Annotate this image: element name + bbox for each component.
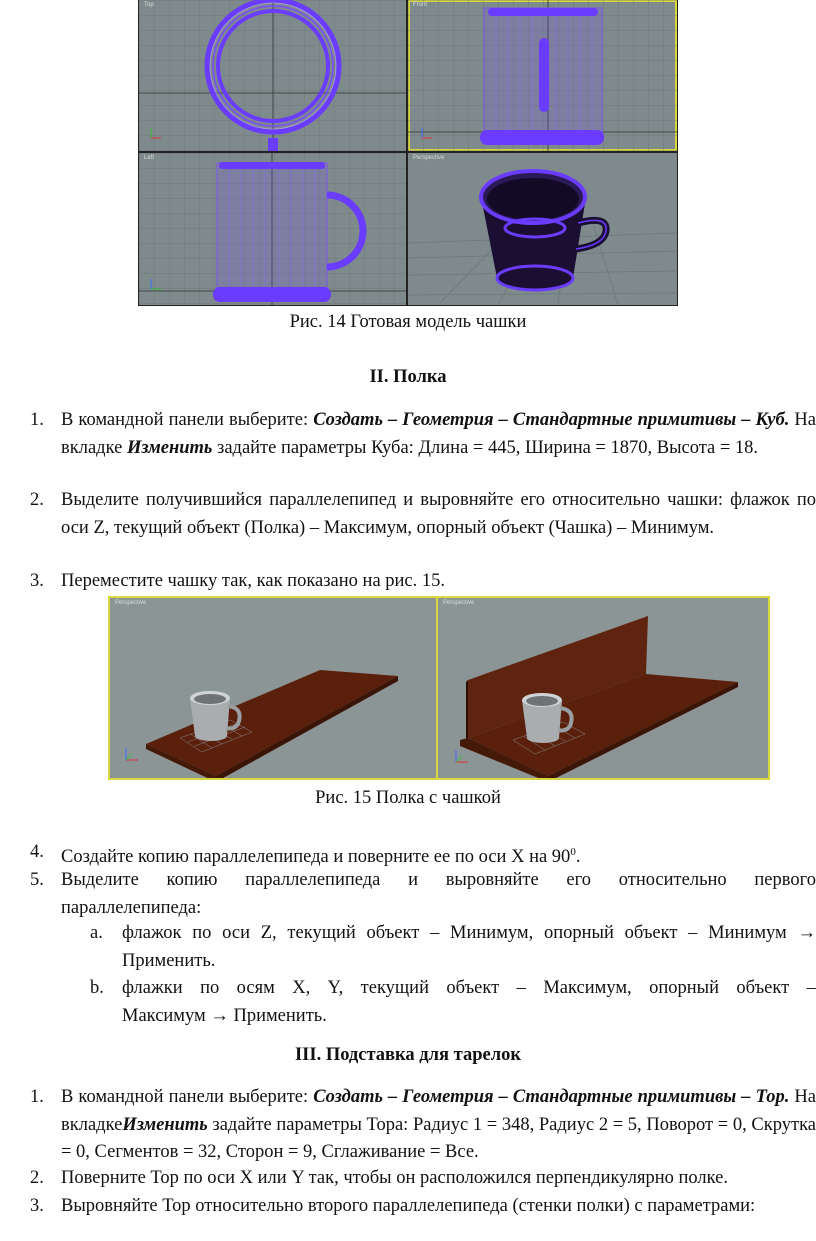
viewport-front[interactable]: [408, 0, 677, 151]
figure-15: [108, 596, 770, 780]
viewport-perspective[interactable]: [408, 153, 677, 305]
word: и: [408, 870, 418, 890]
sub-list-item: [90, 975, 816, 1031]
word: первого: [754, 870, 816, 890]
list-number: 3.: [30, 1196, 44, 1216]
viewport-label: Left: [144, 155, 155, 161]
list-item: [30, 1193, 816, 1221]
viewport-label: Perspective: [443, 600, 475, 606]
figure-14-caption: Рис. 14 Готовая модель чашки: [289, 312, 527, 332]
menu-path: Создать – Геометрия – Стандартные примитивы – Куб.: [313, 410, 790, 430]
list-item: [30, 839, 816, 867]
text-run: .: [575, 847, 581, 868]
word: Выделите: [61, 870, 139, 890]
text-line: Максимум → Применить.: [122, 1005, 327, 1026]
text-run: На вкладке: [61, 1087, 816, 1135]
list-number: 1.: [30, 410, 44, 430]
viewport-label: Front: [413, 2, 428, 8]
list-item: [30, 568, 816, 596]
shelf-render-2: [438, 598, 768, 778]
word: текущий: [360, 978, 429, 998]
viewport-label: Perspective: [413, 155, 445, 161]
text-run: В командной панели выберите:: [61, 410, 314, 430]
left-view-render: [139, 153, 406, 305]
list-text: Выделите получившийся параллелепипед и выровняйте его относительно чашки: флажок по оси Z, текущий объект (Полка) – Максимум, опорный объект (Чашка) – Минимум.: [61, 490, 816, 538]
sub-list-item: [90, 920, 816, 976]
list-text: Выровняйте Тор относительно второго параллелепипеда (стенки полки) с параметрами:: [61, 1196, 756, 1216]
list-letter: b.: [90, 978, 104, 998]
list-number: 2.: [30, 1168, 44, 1188]
word: –: [806, 978, 816, 998]
list-text: Поверните Тор по оси X или Y так, чтобы он расположился перпендикулярно полке.: [61, 1168, 728, 1188]
word: копию: [166, 870, 218, 890]
word: по: [200, 978, 220, 998]
list-item: [30, 867, 816, 923]
word: флажки: [122, 978, 183, 998]
viewport-label: Top: [144, 2, 154, 8]
list-number: 1.: [30, 1087, 44, 1107]
text-run: Создайте копию параллелепипеда и поверните ее по оси X на 90: [61, 847, 571, 868]
top-view-render: [139, 0, 406, 151]
word: опорный: [649, 978, 719, 998]
text-line: параллелепипеда:: [61, 897, 202, 918]
justified-line: [61, 867, 816, 895]
list-text: [61, 1084, 816, 1167]
word: объект: [736, 978, 790, 998]
text-run: задайте параметры Тора: Радиус 1 = 348, Радиус 2 = 5, Поворот = 0, Скрутка = 0, Сегментов = 32, Сторон = 9, Сглаживание = Все.: [61, 1114, 816, 1162]
word: объект: [446, 978, 500, 998]
menu-path: Создать – Геометрия – Стандартные примитивы – Тор.: [313, 1087, 790, 1107]
section-3-title: III. Подставка для тарелок: [294, 1045, 522, 1065]
list-text: [61, 867, 816, 922]
superscript: 0: [570, 846, 576, 858]
list-letter: a.: [90, 923, 103, 943]
list-number: 3.: [30, 571, 44, 591]
word: относительно: [618, 870, 727, 890]
word: X,: [292, 978, 311, 998]
list-text: [61, 407, 816, 462]
figure-15-caption: Рис. 15 Полка с чашкой: [315, 788, 501, 808]
word: Y,: [327, 978, 344, 998]
list-item: [30, 1084, 816, 1167]
justified-line: [122, 975, 816, 1003]
word: –: [516, 978, 526, 998]
shelf-render-1: [110, 598, 436, 778]
figure-14: [138, 0, 678, 306]
text-run: задайте параметры Куба: Длина = 445, Ширина = 1870, Высота = 18.: [212, 437, 759, 458]
tab-name: Изменить: [126, 437, 213, 458]
viewport-left[interactable]: [139, 153, 406, 305]
front-view-render: [408, 0, 677, 151]
word: его: [566, 870, 592, 890]
viewport-top[interactable]: [139, 0, 406, 151]
text-run: На вкладке: [61, 410, 816, 458]
list-number: 2.: [30, 490, 44, 510]
perspective-view-render: [408, 153, 677, 305]
word: Максимум,: [543, 978, 632, 998]
word: выровняйте: [445, 870, 539, 890]
list-text: [122, 975, 816, 1030]
viewport-label: Perspective: [115, 600, 147, 606]
section-2-title: II. Полка: [369, 367, 447, 387]
list-text: флажок по оси Z, текущий объект – Минимум, опорный объект – Минимум → Применить.: [122, 923, 816, 971]
list-item: [30, 407, 816, 490]
word: осям: [236, 978, 275, 998]
list-item: [30, 1165, 816, 1193]
list-number: 4.: [30, 842, 44, 862]
tab-name: Изменить: [122, 1114, 208, 1135]
list-text: Переместите чашку так, как показано на рис. 15.: [61, 571, 446, 591]
list-item: [30, 487, 816, 570]
word: параллелепипеда: [245, 870, 381, 890]
viewport-perspective-2[interactable]: [438, 598, 768, 778]
text-run: В командной панели выберите:: [61, 1087, 314, 1107]
list-number: 5.: [30, 870, 44, 890]
viewport-perspective-1[interactable]: [110, 598, 436, 778]
